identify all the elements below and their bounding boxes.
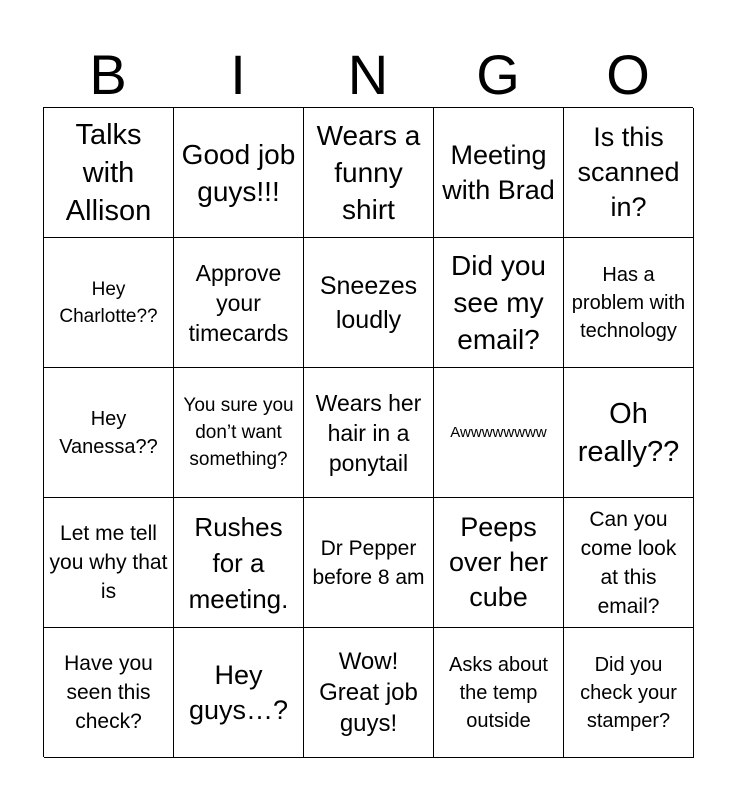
bingo-cell[interactable] bbox=[44, 108, 174, 238]
bingo-cell[interactable] bbox=[174, 498, 304, 628]
bingo-cell[interactable] bbox=[564, 238, 694, 368]
cell-text: Good job guys!!! bbox=[181, 138, 296, 207]
cell-text: Has a problem with technology bbox=[571, 263, 686, 342]
bingo-cell[interactable] bbox=[434, 368, 564, 498]
cell-text: Peeps over her cube bbox=[448, 512, 549, 612]
bingo-cell[interactable] bbox=[434, 238, 564, 368]
cell-text: Is this scanned in? bbox=[577, 122, 680, 222]
cell-text: Awwwwwwww bbox=[450, 423, 547, 441]
bingo-cell[interactable] bbox=[564, 108, 694, 238]
header-letter-n: N bbox=[347, 43, 389, 106]
bingo-cell[interactable] bbox=[434, 498, 564, 628]
cell-text: Sneezes loudly bbox=[319, 271, 418, 334]
header-letter-g: G bbox=[476, 43, 520, 106]
bingo-cell[interactable] bbox=[304, 238, 434, 368]
bingo-cell[interactable] bbox=[174, 368, 304, 498]
cell-text: Let me tell you why that is bbox=[49, 522, 168, 603]
bingo-cell[interactable] bbox=[174, 108, 304, 238]
bingo-grid bbox=[43, 107, 693, 757]
bingo-cell[interactable] bbox=[44, 498, 174, 628]
cell-text: You sure you don’t want something? bbox=[183, 395, 294, 470]
cell-text: Talks with Allison bbox=[65, 118, 152, 227]
bingo-cell[interactable] bbox=[174, 628, 304, 758]
bingo-cell[interactable] bbox=[304, 498, 434, 628]
header-letter-b: B bbox=[89, 43, 127, 106]
bingo-cell[interactable] bbox=[564, 628, 694, 758]
cell-text: Oh really?? bbox=[577, 397, 680, 468]
header-letter-i: I bbox=[230, 43, 246, 106]
cell-text: Did you check your stamper? bbox=[580, 653, 677, 732]
cell-text: Hey guys…? bbox=[188, 659, 289, 725]
header-letter-o: O bbox=[606, 43, 650, 106]
cell-text: Hey Vanessa?? bbox=[59, 407, 158, 458]
cell-text: Meeting with Brad bbox=[442, 139, 555, 205]
cell-text: Have you seen this check? bbox=[64, 652, 153, 733]
cell-text: Did you see my email? bbox=[451, 250, 546, 355]
bingo-cell[interactable] bbox=[304, 368, 434, 498]
cell-text: Wow! Great job guys! bbox=[319, 648, 418, 737]
cell-text: Wears her hair in a ponytail bbox=[315, 389, 422, 476]
cell-text: Dr Pepper before 8 am bbox=[312, 536, 425, 589]
cell-text: Asks about the temp outside bbox=[449, 653, 548, 732]
bingo-header bbox=[43, 44, 693, 106]
bingo-cell[interactable] bbox=[44, 628, 174, 758]
bingo-cell[interactable] bbox=[44, 238, 174, 368]
cell-text: Wears a funny shirt bbox=[316, 120, 421, 225]
bingo-cell[interactable] bbox=[304, 108, 434, 238]
cell-text: Can you come look at this email? bbox=[580, 507, 677, 618]
cell-text: Approve your timecards bbox=[188, 259, 289, 346]
bingo-cell[interactable] bbox=[564, 498, 694, 628]
bingo-cell[interactable] bbox=[434, 628, 564, 758]
cell-text: Rushes for a meeting. bbox=[188, 511, 289, 614]
bingo-cell[interactable] bbox=[44, 368, 174, 498]
cell-text: Hey Charlotte?? bbox=[59, 278, 158, 327]
bingo-cell[interactable] bbox=[564, 368, 694, 498]
bingo-cell[interactable] bbox=[434, 108, 564, 238]
bingo-cell[interactable] bbox=[304, 628, 434, 758]
bingo-cell[interactable] bbox=[174, 238, 304, 368]
